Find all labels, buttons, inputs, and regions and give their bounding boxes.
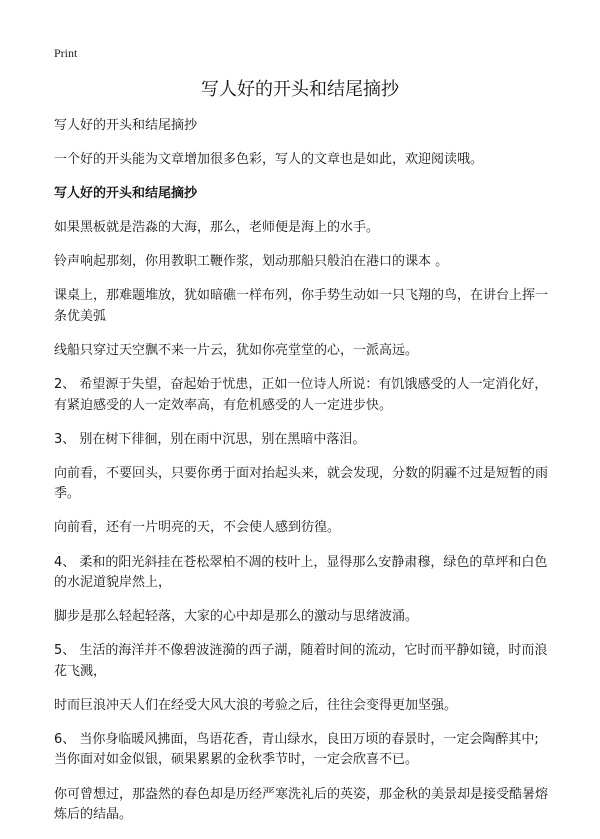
paragraph: 6、 当你身临暖风拂面，鸟语花香，青山绿水，良田万顷的春景时，一定会陶醉其中;当你面对如金似银，硕果累累的金秋季节时，一定会欣喜不已。 xyxy=(54,731,539,768)
paragraph-intro: 一个好的开头能为文章增加很多色彩，写人的文章也是如此，欢迎阅读哦。 xyxy=(54,152,484,168)
paragraph: 脚步是那么轻起轻落，大家的心中却是那么的激动与思绪波涌。 xyxy=(54,609,419,625)
print-link[interactable]: Print xyxy=(54,46,78,60)
paragraph: 3、 别在树下徘徊，别在雨中沉思，别在黑暗中落泪。 xyxy=(54,431,366,447)
paragraph: 课桌上，那难题堆放，犹如暗礁一样布列，你手势生动如一只飞翔的鸟，在讲台上挥一条优美弧 xyxy=(54,288,549,324)
article-title: 写人好的开头和结尾摘抄 xyxy=(201,79,399,100)
paragraph: 向前看，不要回头，只要你勇于面对抬起头来，就会发现，分数的阴霾不过是短暂的雨季。 xyxy=(54,465,549,502)
paragraph: 2、 希望源于失望，奋起始于忧患，正如一位诗人所说：有饥饿感受的人一定消化好，有紧迫感受的人一定效率高，有危机感受的人一定进步快。 xyxy=(54,377,548,413)
paragraph: 向前看，还有一片明亮的天，不会使人感到彷徨。 xyxy=(54,520,341,536)
paragraph: 铃声响起那刻，你用教职工鞭作浆，划动那船只般泊在港口的课本 。 xyxy=(54,254,449,270)
paragraph: 时而巨浪冲天人们在经受大风大浪的考验之后，往往会变得更加坚强。 xyxy=(54,697,458,713)
paragraph: 如果黑板就是浩淼的大海，那么，老师便是海上的水手。 xyxy=(54,220,380,236)
section-heading: 写人好的开头和结尾摘抄 xyxy=(54,186,198,202)
paragraph: 线船只穿过天空飘不来一片云，犹如你亮堂堂的心，一派高远。 xyxy=(54,343,419,359)
paragraph: 你可曾想过，那盎然的春色却是历经严寒洗礼后的英姿，那金秋的美景却是接受酷暑熔炼后的结晶。 xyxy=(54,786,549,822)
paragraph-subtitle: 写人好的开头和结尾摘抄 xyxy=(54,118,198,133)
paragraph: 5、 生活的海洋并不像碧波涟漪的西子湖，随着时间的流动，它时而平静如镜，时而浪花飞溅， xyxy=(54,643,548,679)
article-body xyxy=(54,116,550,839)
paragraph: 4、 柔和的阳光斜挂在苍松翠柏不凋的枝叶上，显得那么安静肃穆，绿色的草坪和白色的水泥道貌岸然上， xyxy=(54,554,548,591)
